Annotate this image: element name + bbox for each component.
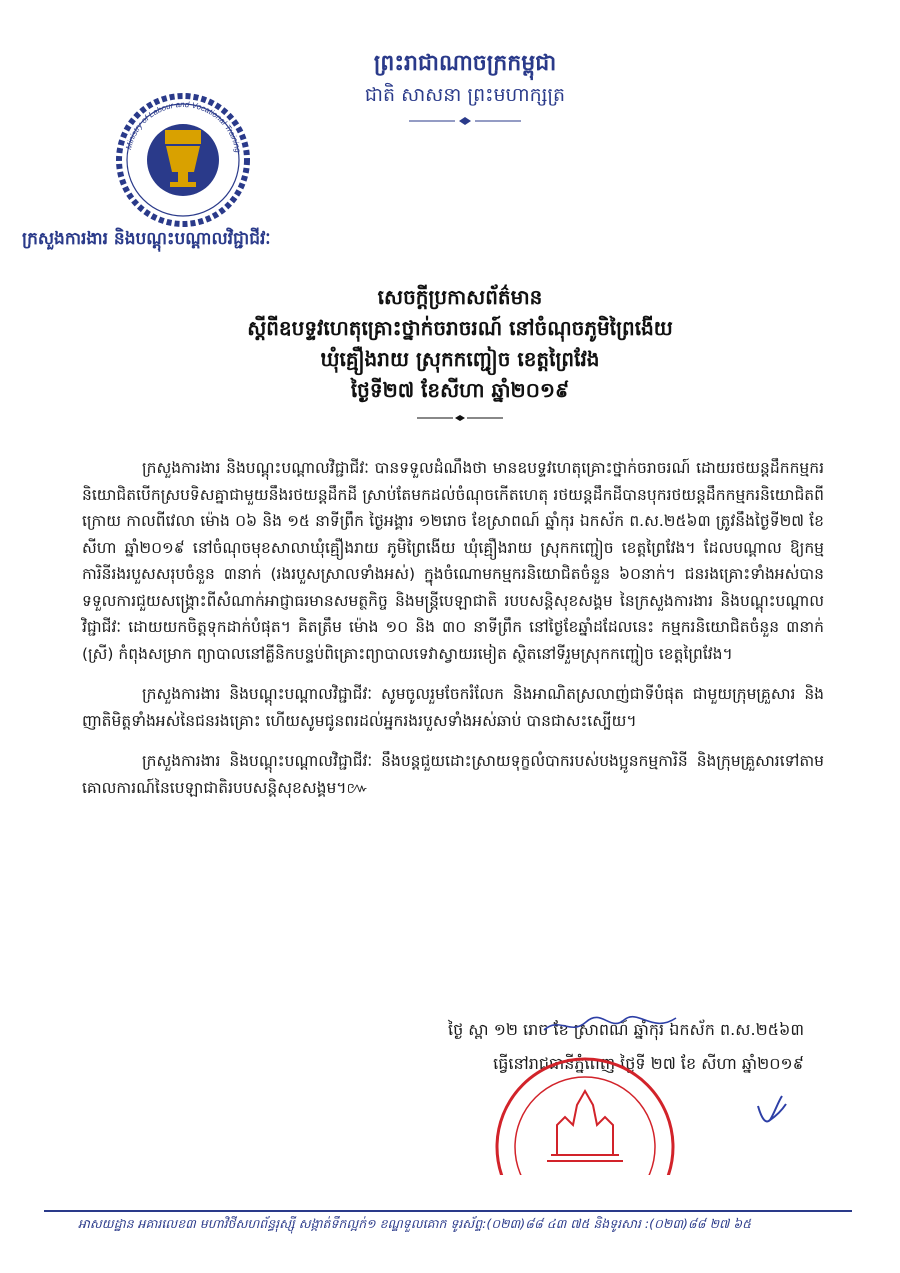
title-line-2: ស្តីពីឧបទ្ទវហេតុគ្រោះថ្នាក់ចរាចរណ៍ នៅចំណុចភូមិព្រៃងើយ: [247, 316, 673, 340]
kingdom-title: ព្រះរាជាណាចក្រកម្ពុជា: [373, 51, 557, 76]
divider-ornament: [405, 116, 525, 126]
paragraph-support: ក្រសួងការងារ និងបណ្តុះបណ្តាលវិជ្ជាជីវៈ នឹងបន្តជួយដោះស្រាយទុក្ខលំបាករបស់បងប្អូនកម្មការិនី និងក្រុមគ្រួសារទៅតាមគោលការណ៍នៃបេឡាជាតិរបបសន្តិសុខសង្គម។៚: [82, 752, 824, 797]
paragraph-incident: ក្រសួងការងារ និងបណ្តុះបណ្តាលវិជ្ជាជីវៈ បានទទួលដំណឹងថា មានឧបទ្ទវហេតុគ្រោះថ្នាក់ចរាចរណ៍ ដោយរថយន្តដឹកកម្មករនិយោជិតបើកស្របទិសគ្នាជាមួយនឹងរថយន្តដឹកដី ស្រាប់តែមកដល់ចំណុចកើតហេតុ រថយន្តដឹកដីបានបុករថយន្តដឹកកម្មករនិយោជិតពីក្រោយ កាលពីវេលា ម៉ោង ០៦ និង ១៥ នាទីព្រឹក ថ្ងៃអង្គារ ១២រោច ខែស្រាពណ៍ ឆ្នាំកុរ ឯកស័ក ព.ស.២៥៦៣ ត្រូវនឹងថ្ងៃទី២៧ ខែសីហា ឆ្នាំ២០១៩ នៅចំណុចមុខសាលាឃុំគ្មឿងរាយ ភូមិព្រៃងើយ ឃុំគ្មឿងរាយ ស្រុកកញ្ជៀច ខេត្តព្រៃវែង។ ដែលបណ្តាល ឱ្យកម្មការិនីរងរបួសសរុបចំនួន ៣នាក់ (រងរបួសស្រាលទាំងអស់) ក្នុងចំណោមកម្មករនិយោជិតចំនួន ៦០នាក់។ ជនរងគ្រោះទាំងអស់បានទទួលការជួយសង្គ្រោះពីសំណាក់អាជ្ញាធរមានសមត្ថកិច្ច និងមន្ត្រីបេឡាជាតិ របបសន្តិសុខសង្គម នៃក្រសួងការងារ និងបណ្តុះបណ្តាលវិជ្ជាជីវៈ ដោយយកចិត្តទុកដាក់បំផុត។ គិតត្រឹម ម៉ោង ១០ និង ៣០ នាទីព្រឹក នៅថ្ងៃខែឆ្នាំដដែលនេះ កម្មករនិយោជិតចំនួន ៣នាក់ (ស្រី) កំពុងសម្រាក ព្យាបាលនៅគ្លីនិកបន្ទប់ពិគ្រោះព្យាបាលទេវាស្វាយរមៀត ស្ថិតនៅទីរួមស្រុកកញ្ជៀច ខេត្តព្រៃវែង។: [82, 459, 824, 663]
paragraph-condolence: ក្រសួងការងារ និងបណ្តុះបណ្តាលវិជ្ជាជីវៈ សូមចូលរួមចែករំលែក និងអាណិតស្រលាញ់ជាទីបំផុត ជាមួយក្រុមគ្រួសារ និងញាតិមិត្តទាំងអស់នៃជនរងគ្រោះ ហើយសូមជូនពរដល់អ្នករងរបួសទាំងអស់ឆាប់ បានជាសះស្បើយ។: [82, 685, 824, 730]
signature-initial: [752, 1090, 792, 1130]
national-motto: ជាតិ សាសនា ព្រះមហាក្សត្រ: [364, 84, 566, 106]
lunar-date: ថ្ងៃ ស្ពា ១២ រោច ខែ ស្រាពណ៍ ឆ្នាំកុរ ឯកស័ក ព.ស.២៥៦៣: [447, 1020, 804, 1039]
title-line-4: ថ្ងៃទី២៧ ខែសីហា ឆ្នាំ២០១៩: [350, 378, 570, 402]
kingdom-header: [300, 48, 630, 126]
document-title: [200, 282, 720, 422]
title-divider: [415, 414, 505, 422]
ministry-name: ក្រសួងការងារ និងបណ្តុះបណ្តាលវិជ្ជាជីវៈ: [22, 229, 271, 249]
place-and-date: ធ្វើនៅរាជធានីភ្នំពេញ ថ្ងៃទី ២៧ ខែ សីហា ឆ្នាំ២០១៩: [493, 1054, 804, 1073]
footer-divider: [44, 1210, 852, 1212]
title-line-3: ឃុំគ្មឿងរាយ ស្រុកកញ្ជៀច ខេត្តព្រៃវែង: [320, 347, 600, 371]
logo-text: Ministry of Labour and Vocational Training: [124, 99, 243, 154]
document-body: [82, 455, 824, 815]
title-line-1: សេចក្តីប្រកាសព័ត៌មាន: [377, 285, 543, 309]
official-seal: [485, 1055, 685, 1175]
ministry-logo: [108, 88, 258, 228]
footer-address: អាសយដ្ឋាន អគារលេខ៣ មហាវិថីសហព័ន្ធរុស្ស៊ី សង្កាត់ទឹកល្អក់១ ខណ្ឌទួលគោក ទូរស័ព្ទ:(០២៣)៨៨ ៤៣ ៧៥ និងទូរសារ :(០២៣)៨៨ ២៧ ៦៥: [78, 1216, 751, 1231]
handwritten-date-marks: [540, 1012, 680, 1038]
